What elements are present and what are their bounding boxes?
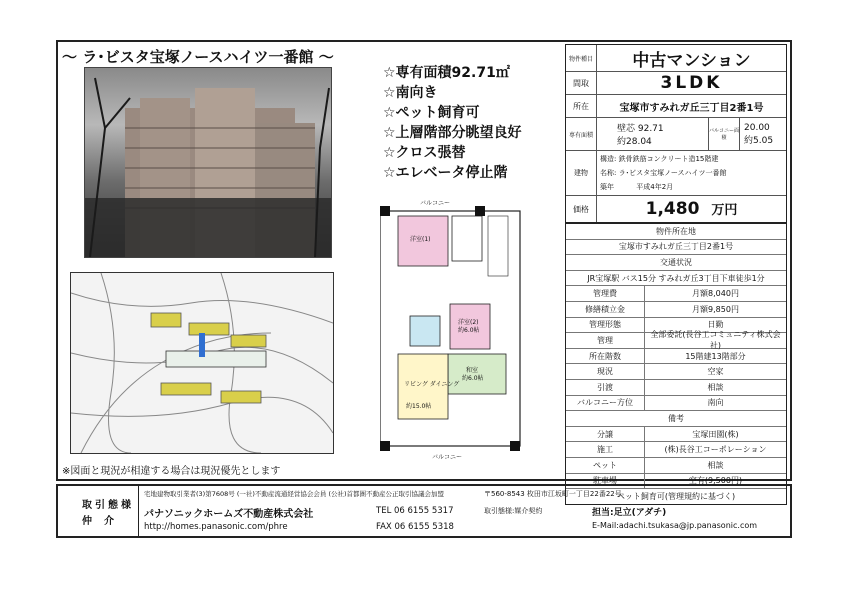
site-map-illustration	[71, 273, 333, 453]
balcony-tsubo: 約5.05	[744, 135, 774, 146]
plan-room1: 洋室(1)	[410, 236, 431, 243]
details-key: 管理	[566, 333, 645, 348]
feature-6: ☆エレベータ停止階	[383, 165, 508, 181]
details-value: (株)長谷工コーポレーション	[664, 445, 767, 455]
details-key: 所在階数	[566, 349, 645, 364]
details-row	[566, 349, 786, 365]
details-value: 日勤	[707, 320, 724, 330]
bldg-label: 建物	[566, 151, 597, 195]
built-value: 平成4年2月	[636, 183, 674, 191]
plan-room2-size: 約6.0帖	[458, 327, 480, 334]
details-row	[566, 411, 786, 427]
details-value: 空家	[707, 367, 724, 377]
details-key: 分譲	[566, 427, 645, 442]
details-heading: 物件所在地	[656, 226, 696, 236]
details-key: 駐車場	[566, 474, 645, 489]
footer-label-1: 取引態様	[82, 500, 134, 511]
details-value: 相談	[707, 382, 724, 392]
feature-4: ☆上層階部分眺望良好	[383, 125, 522, 141]
layout-label: 間取	[566, 72, 597, 94]
summary-table	[565, 44, 787, 223]
plan-balcony-top: バルコニー	[420, 200, 451, 207]
details-key: 管理費	[566, 286, 645, 301]
feature-5: ☆クロス張替	[383, 145, 466, 161]
details-row	[566, 255, 786, 271]
balcony-area: 20.00	[744, 122, 770, 133]
details-key: 施工	[566, 442, 645, 457]
plan-room2: 洋室(2)	[458, 319, 479, 326]
details-heading: ペット飼育可(管理規約に基づく)	[616, 491, 736, 501]
building-photo-illustration	[85, 68, 331, 257]
address-value: 宝塚市すみれガ丘三丁目2番1号	[619, 102, 764, 114]
details-key: 管理形態	[566, 318, 645, 333]
structure-label: 構造:	[600, 155, 617, 163]
footer-box	[56, 484, 792, 538]
disclaimer-note: ※図面と現況が相違する場合は現況優先とします	[62, 466, 281, 477]
details-row	[566, 364, 786, 380]
summary-price-row	[566, 196, 786, 222]
details-row	[566, 224, 786, 240]
details-key: バルコニー方位	[566, 396, 645, 411]
plan-ldk-size: 約15.0帖	[406, 403, 432, 410]
structure-value: 鉄骨鉄筋コンクリート造15階建	[618, 155, 719, 163]
footer-label-2: 仲介	[82, 516, 126, 527]
price-label: 価格	[566, 196, 597, 222]
details-key: 現況	[566, 364, 645, 379]
company-url[interactable]: http://homes.panasonic.com/phre	[144, 522, 288, 532]
company-name: パナソニックホームズ不動産株式会社	[144, 509, 314, 520]
details-value: 相談	[707, 460, 724, 470]
license-text: 宅地建物取引業者(3)第7608号 (一社)不動産流通経営協会会員 (公社)首都圏不動産公正取引協議会加盟	[144, 490, 445, 498]
property-type: 中古マンション	[632, 50, 751, 71]
summary-layout-row	[566, 72, 786, 95]
summary-address-row	[566, 95, 786, 118]
site-map	[70, 272, 334, 454]
details-table	[565, 223, 787, 505]
details-key: 引渡	[566, 380, 645, 395]
deal-type: 取引態様:媒介契約	[484, 507, 543, 515]
area-wall: 壁芯 92.71	[617, 124, 664, 134]
details-heading: 備考	[668, 413, 684, 423]
layout-value: 3LDK	[660, 73, 723, 93]
details-key: ペット	[566, 458, 645, 473]
plan-room3: 和室	[466, 367, 479, 374]
details-row	[566, 427, 786, 443]
name-value: ラ･ビスタ宝塚ノースハイツ一番館	[618, 169, 727, 177]
floor-plan-illustration	[380, 196, 530, 464]
details-value: 15階建13階部分	[685, 351, 746, 361]
details-value: 全部委託(長谷工コミュニティ株式会社)	[650, 330, 781, 351]
area-tsubo: 約28.04	[617, 137, 652, 147]
details-heading: 交通状況	[660, 257, 692, 267]
staff-email[interactable]: E-Mail:adachi.tsukasa@jp.panasonic.com	[592, 521, 758, 530]
staff-name: 担当:足立(アダチ)	[592, 508, 667, 518]
summary-building-row	[566, 151, 786, 196]
address-label: 所在	[566, 95, 597, 117]
summary-type-row	[566, 45, 786, 72]
details-value: 宝塚田園(株)	[692, 429, 739, 439]
company-fax: FAX 06 6155 5318	[376, 522, 454, 532]
plan-balcony-bottom: バルコニー	[432, 454, 463, 461]
details-value: 南向	[707, 398, 724, 408]
type-label: 物件種目	[566, 45, 597, 71]
floor-plan	[380, 196, 530, 464]
details-row	[566, 458, 786, 474]
details-row	[566, 286, 786, 302]
details-row	[566, 396, 786, 412]
price-unit: 万円	[711, 203, 738, 218]
summary-area-row	[566, 118, 786, 151]
company-address: 〒560-8543 枚田市江坂町一丁目22番22号	[484, 490, 622, 498]
plan-ldk: リビング ダイニング	[404, 381, 460, 388]
area-label: 専有面積	[566, 118, 597, 150]
details-value: 空有(9,500円)	[688, 476, 743, 486]
built-label: 築年	[600, 183, 614, 191]
feature-1: ☆専有面積92.71㎡	[383, 65, 510, 81]
details-key: 修繕積立金	[566, 302, 645, 317]
details-row	[566, 240, 786, 256]
details-row	[566, 271, 786, 287]
details-row	[566, 330, 786, 351]
plan-room3-size: 約6.0帖	[462, 375, 484, 382]
details-row	[566, 442, 786, 458]
building-photo	[84, 67, 332, 258]
price-value: 1,480	[645, 199, 700, 219]
details-heading: JR宝塚駅 バス15分 すみれガ丘3丁目下車徒歩1分	[587, 273, 765, 283]
balcony-label: バルコニー面積	[709, 118, 740, 150]
name-label: 名称:	[600, 169, 617, 177]
details-value: 月額9,850円	[692, 304, 739, 314]
details-value: 月額8,040円	[692, 289, 739, 299]
company-tel: TEL 06 6155 5317	[376, 506, 454, 516]
property-title: ～ ラ･ビスタ宝塚ノースハイツ一番館 ～	[62, 48, 334, 66]
feature-2: ☆南向き	[383, 85, 438, 101]
details-row	[566, 302, 786, 318]
details-row	[566, 380, 786, 396]
details-heading: 宝塚市すみれガ丘三丁目2番1号	[618, 242, 734, 252]
feature-3: ☆ペット飼育可	[383, 105, 480, 121]
